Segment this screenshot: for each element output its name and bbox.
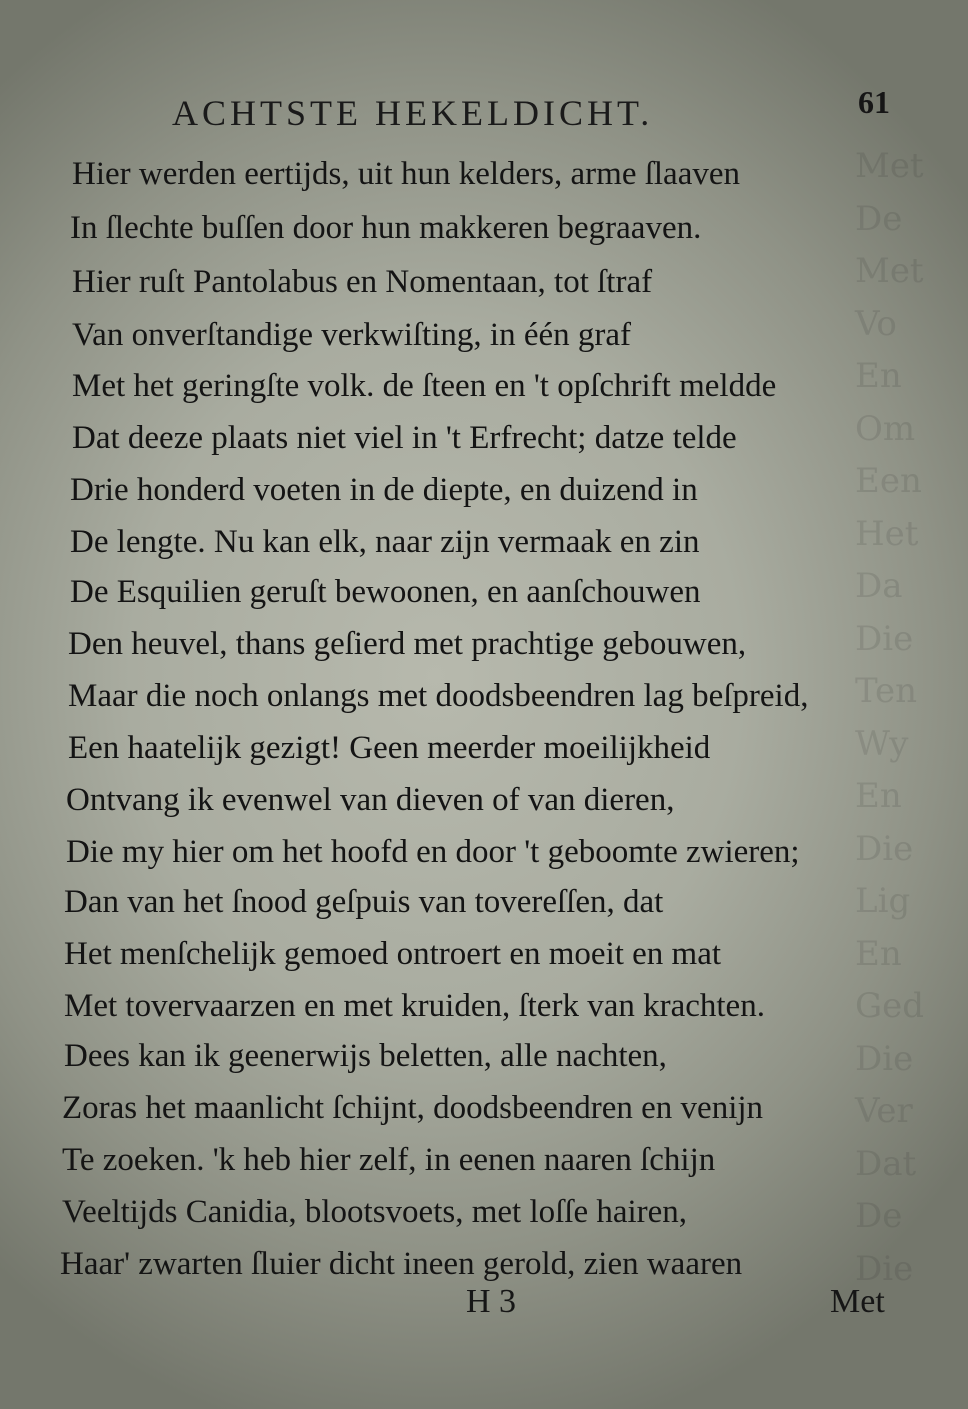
running-title: ACHTSTE HEKELDICHT. bbox=[172, 93, 654, 133]
poem-line: Van onverſtandige verkwiſting, in één graf bbox=[72, 317, 631, 353]
poem-line: Hier werden eertijds, uit hun kelders, arme ſlaaven bbox=[72, 156, 740, 192]
poem-line: Dees kan ik geenerwijs beletten, alle nachten, bbox=[64, 1038, 667, 1074]
poem-line: Veeltijds Canidia, blootsvoets, met loſſe hairen, bbox=[62, 1194, 688, 1230]
poem-line: Met tovervaarzen en met kruiden, ſterk van krachten. bbox=[64, 988, 765, 1024]
poem-line: De Esquilien geruſt bewoonen, en aanſchouwen bbox=[70, 574, 701, 610]
poem-line: Drie honderd voeten in de diepte, en duizend in bbox=[70, 472, 698, 508]
poem-line: Dan van het ſnood geſpuis van tovereſſen, dat bbox=[64, 884, 664, 920]
poem-line: Hier ruſt Pantolabus en Nomentaan, tot ſtraf bbox=[72, 264, 653, 300]
page-header bbox=[0, 78, 968, 138]
poem-line: Te zoeken. 'k heb hier zelf, in eenen naaren ſchijn bbox=[62, 1142, 716, 1178]
show-through-text: Met De Met Vo En Om Een Het Da Die Ten Wy En Die Lig En Ged Die Ver Dat De Die bbox=[855, 146, 925, 1289]
poem-line: Dat deeze plaats niet viel in 't Erfrecht; datze telde bbox=[72, 420, 737, 456]
poem-line: De lengte. Nu kan elk, naar zijn vermaak en zin bbox=[70, 524, 700, 560]
poem-line: Den heuvel, thans geſierd met prachtige gebouwen, bbox=[68, 626, 747, 662]
page-footer bbox=[0, 1283, 968, 1333]
poem-line: Het menſchelijk gemoed ontroert en moeit en mat bbox=[64, 936, 722, 972]
poem-line: Die my hier om het hoofd en door 't geboomte zwieren; bbox=[66, 834, 800, 870]
poem-line: Haar' zwarten ſluier dicht ineen gerold, zien waaren bbox=[60, 1246, 743, 1282]
poem-line: In ſlechte buſſen door hun makkeren begraaven. bbox=[70, 210, 702, 246]
page-number: 61 bbox=[858, 84, 890, 120]
signature-mark: H 3 bbox=[466, 1283, 517, 1320]
poem-line: Een haatelijk gezigt! Geen meerder moeilijkheid bbox=[68, 730, 711, 766]
poem-line: Ontvang ik evenwel van dieven of van dieren, bbox=[66, 782, 675, 818]
poem-line: Met het geringſte volk. de ſteen en 't opſchrift meldde bbox=[72, 368, 777, 404]
poem-line: Zoras het maanlicht ſchijnt, doodsbeendren en venijn bbox=[62, 1090, 764, 1126]
catchword: Met bbox=[830, 1283, 885, 1320]
poem-line: Maar die noch onlangs met doodsbeendren lag beſpreid, bbox=[68, 678, 809, 714]
